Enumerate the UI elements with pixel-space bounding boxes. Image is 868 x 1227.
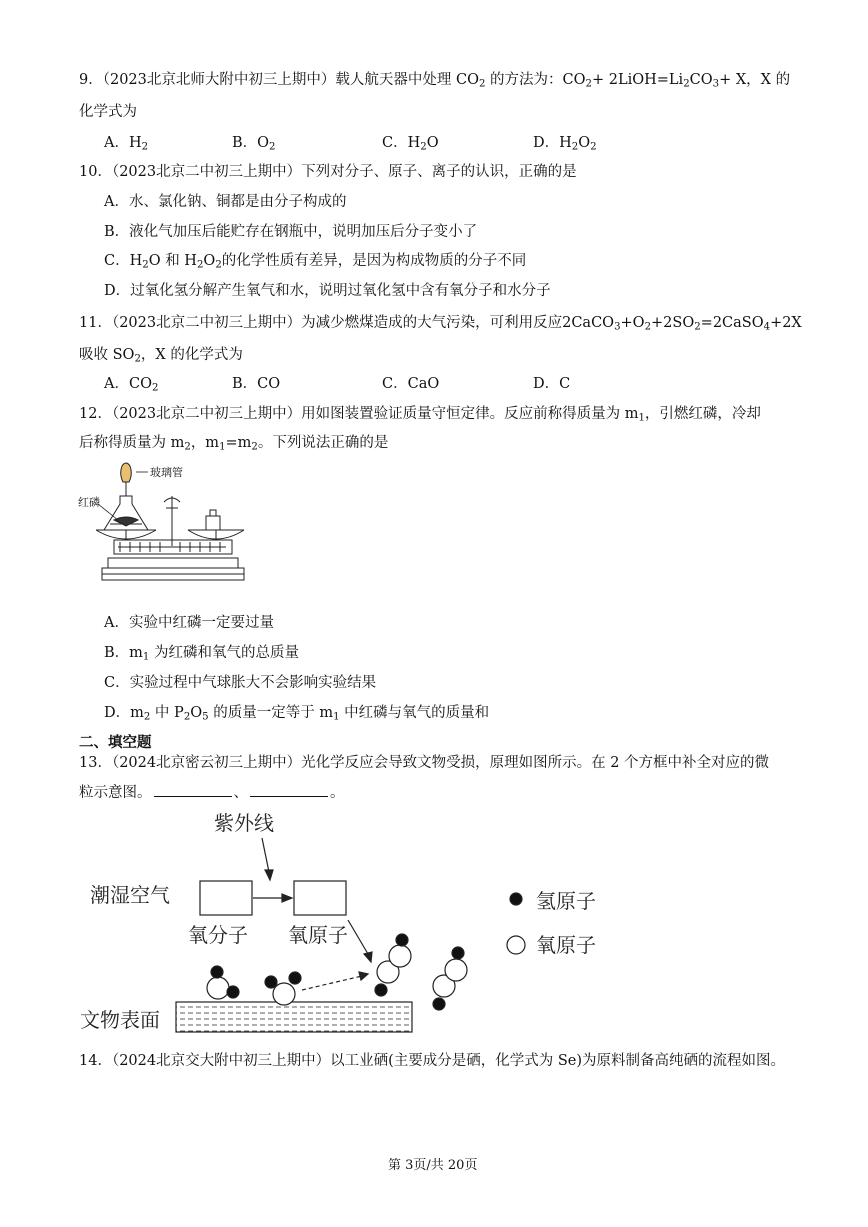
q12-option-a[interactable]: A．实验中红磷一定要过量	[104, 615, 274, 631]
page-footer: 第 3页/共 20页	[388, 1158, 478, 1173]
uv-arrow-head	[265, 870, 273, 880]
legend-hydrogen-label: 氢原子	[536, 889, 596, 913]
label-oxygen-atom: 氧原子	[288, 923, 348, 947]
q11-option-d[interactable]: D．C	[533, 376, 571, 392]
label-red-phosphorus: 红磷	[78, 496, 100, 509]
q12-stem-line2: 后称得质量为 $m_2$，$m_1=m_2$。下列说法正确的是	[79, 435, 389, 453]
label-ultraviolet: 紫外线	[214, 811, 274, 835]
q12-option-b[interactable]: B．$m_1$ 为红磷和氧气的总质量	[104, 645, 299, 663]
answer-blank-2[interactable]	[250, 784, 328, 797]
relic-surface-block	[176, 1002, 412, 1032]
q11-option-b[interactable]: B．CO	[232, 376, 281, 392]
red-phosphorus-shape	[114, 517, 138, 526]
balance-apparatus-figure	[76, 458, 256, 598]
q12-option-d[interactable]: D．$m_2$ 中 $P_2O_5$ 的质量一定等于 $m_1$ 中红磷与氧气的质量和	[104, 705, 490, 723]
weight-block	[206, 516, 220, 530]
down-arrow-head	[364, 952, 372, 962]
q14-stem: 14．（2024北京交大附中初三上期中）以工业硒(主要成分是硒，化学式为 Se)为原料制备高纯硒的流程如图。	[79, 1053, 786, 1069]
legend-oxygen-label: 氧原子	[536, 933, 596, 957]
q9-stem-line2: 化学式为	[79, 104, 137, 120]
answer-box-oxygen-molecule	[200, 881, 252, 915]
q12-option-c[interactable]: C．实验过程中气球胀大不会影响实验结果	[104, 675, 377, 691]
q9-stem: 9．（2023北京北师大附中初三上期中）载人航天器中处理 $CO_2$ 的方法为：$CO_2+$ $2LiOH=Li_2CO_3+ X$，X 的	[79, 72, 791, 90]
q10-option-d[interactable]: D．过氧化氢分解产生氧气和水，说明过氧化氢中含有氧分子和水分子	[104, 283, 551, 299]
q13-stem: 13．（2024北京密云初三上期中）光化学反应会导致文物受损，原理如图所示。在 2 个方框中补全对应的微	[79, 755, 770, 771]
label-oxygen-molecule: 氧分子	[188, 923, 248, 947]
box-arrow-head	[282, 894, 292, 902]
dashed-arrow-head	[359, 972, 368, 980]
label-relic-surface: 文物表面	[80, 1008, 160, 1032]
answer-blank-1[interactable]	[154, 784, 232, 797]
q13-stem-line2: 粒示意图。 、 。	[79, 785, 345, 801]
q12-stem: 12．（2023北京二中初三上期中）用如图装置验证质量守恒定律。反应前称得质量为 $m_1$，引燃红磷，冷却	[79, 406, 761, 424]
section-heading-fill-in: 二、填空题	[79, 735, 152, 751]
q11-stem: 11．（2023北京二中初三上期中）为减少燃煤造成的大气污染，可利用反应$2CaCO_3+O_2+2SO_2=2CaSO_4+2X$	[79, 315, 802, 333]
q11-option-a[interactable]: A．$CO_2$	[104, 376, 159, 394]
answer-box-oxygen-atom	[294, 881, 346, 915]
q10-stem: 10．（2023北京二中初三上期中）下列对分子、原子、离子的认识，正确的是	[79, 164, 577, 180]
q10-option-c[interactable]: C．$H_2O$ 和 $H_2O_2$的化学性质有差异，是因为构成物质的分子不同	[104, 253, 527, 271]
q10-option-b[interactable]: B．液化气加压后能贮存在钢瓶中，说明加压后分子变小了	[104, 224, 478, 240]
label-glass-tube: 玻璃管	[150, 466, 183, 479]
photochemical-reaction-figure	[76, 800, 636, 1045]
label-humid-air: 潮湿空气	[90, 883, 170, 907]
legend-oxygen-dot	[507, 936, 525, 954]
balloon-shape	[121, 463, 132, 482]
q9-option-d[interactable]: D．$H_2O_2$	[533, 135, 597, 153]
legend-hydrogen-dot	[510, 893, 522, 905]
q9-option-b[interactable]: B．$O_2$	[232, 135, 276, 153]
q10-option-a[interactable]: A．水、氯化钠、铜都是由分子构成的	[104, 194, 347, 210]
q11-option-c[interactable]: C．CaO	[382, 376, 440, 392]
q11-stem-line2: 吸收 $SO_2$，X 的化学式为	[79, 347, 243, 365]
q9-option-a[interactable]: A．$H_2$	[104, 135, 149, 153]
q9-option-c[interactable]: C．$H_2O$	[382, 135, 439, 153]
